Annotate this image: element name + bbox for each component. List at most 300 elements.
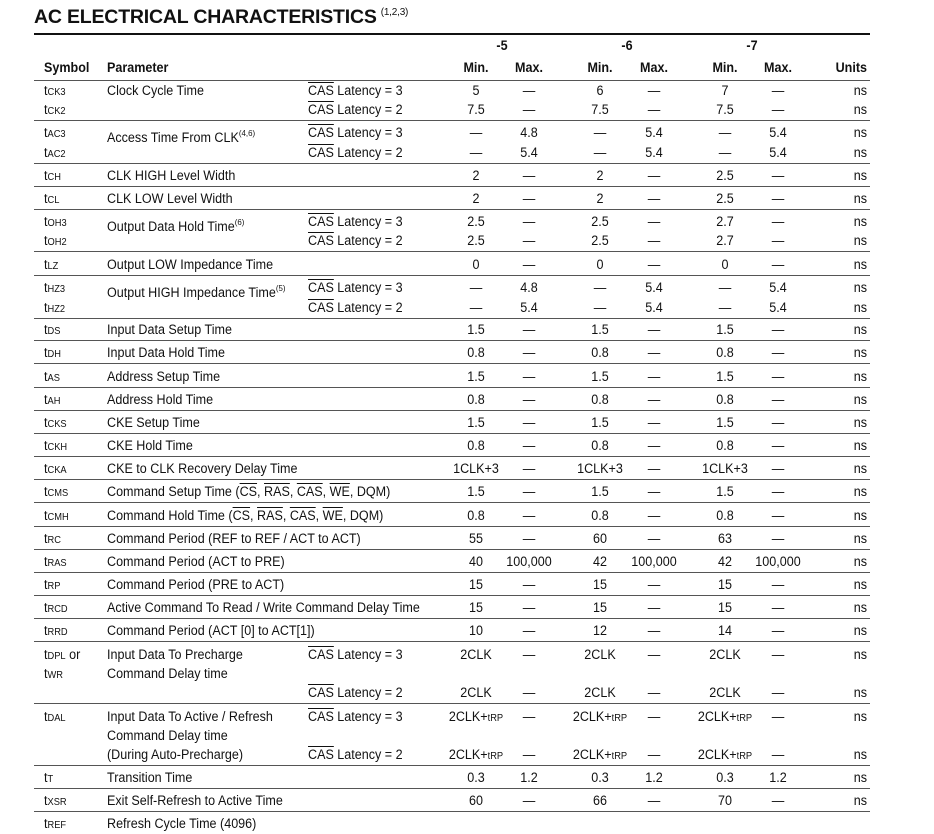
min-value-cell: 0: [472, 257, 480, 272]
max-value-cell: —: [522, 102, 536, 117]
min-value-cell: 2CLK+tRP: [697, 709, 753, 724]
units-cell: ns: [853, 102, 867, 117]
row-rule: [34, 572, 870, 573]
min-value-cell: 1.5: [591, 415, 609, 430]
min-value-cell: —: [469, 280, 483, 295]
max-value-cell: 5.4: [769, 145, 787, 160]
max-value-cell: —: [522, 322, 536, 337]
max-value-cell: —: [771, 345, 785, 360]
parameter-cell: [107, 728, 228, 744]
active-low-signal: $\overline{RAS}$: [264, 484, 290, 499]
max-value-cell: —: [522, 438, 536, 453]
max-value-cell: —: [647, 233, 661, 248]
max-value-cell: —: [522, 709, 536, 724]
min-value-cell: —: [718, 145, 732, 160]
row-rule: [34, 387, 870, 388]
parameter-text: Command Period (ACT [0] to ACT[1]): [107, 623, 315, 638]
min-value-cell: 2.7: [716, 214, 734, 229]
cas-signal: $\overline{CAS}$: [308, 145, 334, 160]
min-value-cell: 55: [469, 531, 483, 546]
symbol-subscript: CK3: [47, 87, 66, 98]
symbol-letter: t: [44, 125, 48, 140]
max-value-cell: —: [647, 214, 661, 229]
min-value-cell: 7.5: [591, 102, 609, 117]
max-value-cell: —: [522, 747, 536, 762]
cas-signal: $\overline{CAS}$: [308, 280, 334, 295]
max-value-cell: —: [771, 793, 785, 808]
min-value-cell: 6: [596, 83, 604, 98]
max-value-cell: —: [522, 369, 536, 384]
row-rule: [34, 502, 870, 503]
min-value-cell: 42: [593, 554, 607, 569]
symbol-letter: t: [44, 392, 48, 407]
units-cell: ns: [853, 257, 867, 272]
symbol-subscript: CH: [47, 172, 61, 183]
min-value-cell: 2: [596, 168, 604, 183]
parameter-text: Refresh Cycle Time (4096): [107, 816, 257, 831]
row-rule: [34, 788, 870, 789]
units-cell: ns: [853, 369, 867, 384]
min-value-cell: 1CLK+3: [453, 461, 499, 476]
min-value-cell: —: [469, 300, 483, 315]
parameter-text: Input Data To Precharge: [107, 647, 243, 662]
min-value-cell: 2CLK+tRP: [448, 747, 504, 762]
max-value-cell: —: [522, 484, 536, 499]
max-value-cell: —: [647, 793, 661, 808]
symbol-subscript: CKS: [47, 419, 67, 430]
cas-signal: $\overline{CAS}$: [308, 747, 334, 762]
symbol-subscript: RP: [47, 581, 61, 592]
speed-grade-header: -6: [621, 38, 633, 53]
max-value-cell: —: [771, 392, 785, 407]
units-column-header: Units: [835, 60, 867, 75]
units-cell: ns: [853, 83, 867, 98]
symbol-subscript: DS: [47, 326, 61, 337]
parameter-text: Clock Cycle Time: [107, 83, 204, 98]
cas-latency-text: Latency = 2: [333, 747, 403, 762]
symbol-cell: [44, 369, 60, 387]
parameter-text: Exit Self-Refresh to Active Time: [107, 793, 283, 808]
max-value-cell: —: [522, 392, 536, 407]
cas-latency-text: Latency = 2: [333, 145, 403, 160]
min-value-cell: 10: [469, 623, 483, 638]
max-value-cell: —: [771, 233, 785, 248]
max-value-cell: —: [647, 191, 661, 206]
symbol-letter: t: [44, 102, 48, 117]
cas-latency-text: Latency = 3: [333, 280, 403, 295]
cas-signal: $\overline{CAS}$: [308, 647, 334, 662]
min-value-cell: 2CLK+tRP: [572, 747, 628, 762]
min-value-cell: 1.5: [591, 484, 609, 499]
parameter-text: Command Delay time: [107, 666, 228, 681]
min-value-cell: 2CLK+tRP: [572, 709, 628, 724]
units-cell: ns: [853, 214, 867, 229]
units-cell: ns: [853, 392, 867, 407]
symbol-letter: t: [44, 531, 48, 546]
max-value-cell: —: [771, 191, 785, 206]
cas-latency-text: Latency = 3: [333, 709, 403, 724]
min-value-cell: 15: [593, 577, 607, 592]
units-cell: ns: [853, 168, 867, 183]
symbol-letter: t: [44, 600, 48, 615]
max-value-cell: —: [647, 345, 661, 360]
min-value-cell: 2CLK: [584, 647, 616, 662]
symbol-subscript: CMS: [47, 488, 69, 499]
max-value-cell: 5.4: [645, 300, 663, 315]
symbol-subscript: OH3: [47, 218, 67, 229]
active-low-signal: $\overline{CAS}$: [289, 508, 316, 523]
symbol-letter: t: [44, 508, 48, 523]
parameter-text: Command Period (PRE to ACT): [107, 577, 285, 592]
symbol-letter: t: [44, 415, 48, 430]
parameter-prefix: Command Setup Time (: [107, 484, 240, 499]
min-value-cell: 0.8: [591, 438, 609, 453]
symbol-letter: t: [44, 233, 48, 248]
max-value-cell: —: [647, 83, 661, 98]
units-cell: ns: [853, 647, 867, 662]
max-value-cell: 1.2: [520, 770, 538, 785]
min-value-cell: 2: [472, 168, 480, 183]
row-rule: [34, 120, 870, 121]
active-low-signal: $\overline{CS}$: [232, 508, 251, 523]
parameter-text: (During Auto-Precharge): [107, 747, 244, 762]
parameter-text: Command Delay time: [107, 728, 228, 743]
min-value-cell: 0.8: [591, 392, 609, 407]
symbol-letter: t: [44, 623, 48, 638]
min-value-cell: 1CLK+3: [702, 461, 748, 476]
min-column-header: Min.: [587, 60, 613, 75]
min-value-cell: —: [718, 300, 732, 315]
max-value-cell: 5.4: [520, 300, 538, 315]
max-value-cell: —: [771, 577, 785, 592]
min-value-cell: 2.5: [467, 233, 485, 248]
symbol-subscript: AC2: [47, 149, 66, 160]
min-value-cell: —: [593, 280, 607, 295]
symbol-letter: t: [44, 322, 48, 337]
units-cell: ns: [853, 747, 867, 762]
units-cell: ns: [853, 600, 867, 615]
max-value-cell: —: [647, 168, 661, 183]
row-rule: [34, 340, 870, 341]
parameter-prefix: Command Hold Time (: [107, 508, 233, 523]
units-cell: ns: [853, 145, 867, 160]
max-value-cell: —: [647, 747, 661, 762]
symbol-subscript: CL: [47, 195, 60, 206]
symbol-subscript: AH: [47, 396, 61, 407]
symbol-cell: [44, 816, 66, 834]
symbol-cell: [44, 345, 61, 363]
min-value-cell: 2.5: [591, 233, 609, 248]
symbol-letter: t: [44, 83, 48, 98]
row-rule: [34, 641, 870, 642]
row-rule: [34, 549, 870, 550]
row-rule: [34, 765, 870, 766]
min-value-cell: 0.8: [591, 508, 609, 523]
units-cell: ns: [853, 709, 867, 724]
cas-signal: $\overline{CAS}$: [308, 685, 334, 700]
max-value-cell: —: [522, 257, 536, 272]
symbol-letter: t: [44, 191, 48, 206]
max-value-cell: —: [647, 623, 661, 638]
symbol-subscript: WR: [47, 670, 64, 681]
min-value-cell: 1.5: [716, 322, 734, 337]
max-value-cell: —: [522, 415, 536, 430]
min-value-cell: 2CLK+tRP: [697, 747, 753, 762]
symbol-subscript: HZ3: [47, 284, 66, 295]
max-column-header: Max.: [764, 60, 792, 75]
footnote-ref: (5): [275, 283, 286, 293]
symbol-letter: t: [44, 280, 48, 295]
cas-latency-text: Latency = 2: [333, 300, 403, 315]
min-value-cell: —: [593, 300, 607, 315]
cas-latency-text: Latency = 3: [333, 125, 403, 140]
parameter-cell: [107, 666, 228, 682]
symbol-subscript: DH: [47, 349, 61, 360]
max-value-cell: —: [647, 461, 661, 476]
row-rule: [34, 318, 870, 319]
max-value-cell: —: [771, 623, 785, 638]
symbol-letter: t: [44, 666, 48, 681]
max-value-cell: —: [522, 191, 536, 206]
row-rule: [34, 595, 870, 596]
row-rule: [34, 363, 870, 364]
min-value-cell: 60: [593, 531, 607, 546]
max-value-cell: —: [522, 345, 536, 360]
min-column-header: Min.: [712, 60, 738, 75]
min-value-cell: 1.5: [467, 484, 485, 499]
symbol-subscript: RRD: [47, 627, 68, 638]
max-value-cell: —: [771, 747, 785, 762]
units-cell: ns: [853, 438, 867, 453]
max-value-cell: —: [771, 531, 785, 546]
max-value-cell: —: [522, 647, 536, 662]
max-value-cell: —: [647, 369, 661, 384]
max-value-cell: —: [522, 600, 536, 615]
min-value-cell: 2: [472, 191, 480, 206]
active-low-signal: $\overline{WE}$: [329, 484, 350, 499]
row-rule: [34, 811, 870, 812]
min-value-cell: 2CLK: [709, 647, 741, 662]
symbol-letter: t: [44, 647, 48, 662]
symbol-subscript: XSR: [47, 797, 67, 808]
units-cell: ns: [853, 125, 867, 140]
min-value-cell: 1CLK+3: [577, 461, 623, 476]
max-value-cell: —: [647, 257, 661, 272]
max-value-cell: —: [522, 577, 536, 592]
symbol-letter: t: [44, 554, 48, 569]
min-value-cell: 7.5: [467, 102, 485, 117]
row-rule: [34, 163, 870, 164]
cas-latency-text: Latency = 2: [333, 102, 403, 117]
max-value-cell: —: [647, 600, 661, 615]
min-value-cell: 63: [718, 531, 732, 546]
max-value-cell: —: [647, 438, 661, 453]
max-value-cell: —: [522, 685, 536, 700]
symbol-cell: [44, 257, 58, 275]
min-value-cell: 0.8: [716, 438, 734, 453]
max-value-cell: 1.2: [645, 770, 663, 785]
min-value-cell: 15: [593, 600, 607, 615]
min-value-cell: 70: [718, 793, 732, 808]
min-value-cell: —: [718, 125, 732, 140]
speed-grade-header: -5: [496, 38, 508, 53]
symbol-letter: t: [44, 577, 48, 592]
active-low-signal: $\overline{CAS}$: [296, 484, 323, 499]
parameter-column-header: Parameter: [107, 60, 169, 75]
min-value-cell: 0: [721, 257, 729, 272]
max-value-cell: 4.8: [520, 125, 538, 140]
max-value-cell: —: [647, 577, 661, 592]
max-value-cell: —: [647, 102, 661, 117]
min-value-cell: 1.5: [467, 322, 485, 337]
units-cell: ns: [853, 554, 867, 569]
min-value-cell: 0.8: [716, 392, 734, 407]
symbol-letter: t: [44, 816, 48, 831]
symbol-letter: t: [44, 709, 48, 724]
min-value-cell: 2CLK: [460, 685, 492, 700]
parameter-cell: [107, 816, 256, 832]
min-value-cell: —: [718, 280, 732, 295]
max-value-cell: —: [771, 102, 785, 117]
symbol-letter: t: [44, 214, 48, 229]
units-cell: ns: [853, 345, 867, 360]
symbol-letter: t: [44, 770, 48, 785]
max-value-cell: —: [647, 415, 661, 430]
symbol-letter: t: [44, 345, 48, 360]
min-value-cell: 0.8: [467, 392, 485, 407]
row-rule: [34, 209, 870, 210]
units-cell: ns: [853, 508, 867, 523]
max-value-cell: —: [522, 623, 536, 638]
min-value-cell: —: [469, 125, 483, 140]
max-value-cell: —: [771, 214, 785, 229]
active-low-signal: $\overline{WE}$: [322, 508, 343, 523]
max-column-header: Max.: [515, 60, 543, 75]
parameter-text: Output LOW Impedance Time: [107, 257, 274, 272]
max-column-header: Max.: [640, 60, 668, 75]
footnote-ref: (4,6): [238, 128, 256, 138]
parameter-text: CKE to CLK Recovery Delay Time: [107, 461, 298, 476]
parameter-text: Command Period (REF to REF / ACT to ACT): [107, 531, 361, 546]
max-value-cell: 100,000: [755, 554, 801, 569]
min-value-cell: 2.7: [716, 233, 734, 248]
min-value-cell: 0.3: [591, 770, 609, 785]
max-value-cell: —: [647, 709, 661, 724]
max-value-cell: —: [647, 685, 661, 700]
symbol-letter: t: [44, 461, 48, 476]
max-value-cell: 5.4: [769, 280, 787, 295]
max-value-cell: 5.4: [645, 145, 663, 160]
symbol-subscript: HZ2: [47, 304, 66, 315]
parameter-text: Output HIGH Impedance Time: [107, 285, 276, 300]
parameter-text: Output Data Hold Time: [107, 219, 235, 234]
max-value-cell: —: [771, 685, 785, 700]
min-value-cell: 1.5: [467, 369, 485, 384]
symbol-letter: t: [44, 300, 48, 315]
max-value-cell: 100,000: [631, 554, 677, 569]
row-rule: [34, 275, 870, 276]
min-value-cell: 7: [721, 83, 729, 98]
parameter-text: CKE Setup Time: [107, 415, 200, 430]
units-cell: ns: [853, 191, 867, 206]
max-value-cell: 5.4: [769, 300, 787, 315]
cas-signal: $\overline{CAS}$: [308, 102, 334, 117]
parameter-text: Input Data To Active / Refresh: [107, 709, 273, 724]
symbol-subscript: REF: [47, 820, 67, 831]
min-value-cell: 12: [593, 623, 607, 638]
min-value-cell: 2: [596, 191, 604, 206]
min-value-cell: 0.3: [467, 770, 485, 785]
title-rule: [34, 33, 870, 35]
max-value-cell: —: [771, 461, 785, 476]
symbol-cell: [44, 392, 60, 410]
parameter-text: Transition Time: [107, 770, 193, 785]
min-value-cell: 2.5: [467, 214, 485, 229]
row-rule: [34, 410, 870, 411]
symbol-letter: t: [44, 369, 48, 384]
min-value-cell: 15: [469, 600, 483, 615]
max-value-cell: —: [647, 484, 661, 499]
max-value-cell: —: [771, 484, 785, 499]
row-rule: [34, 186, 870, 187]
min-value-cell: 0.8: [467, 438, 485, 453]
min-value-cell: 1.5: [716, 369, 734, 384]
parameter-cell: Command Hold Time ($\overline{CS}$, $\overline{RAS}$, $\overline{CAS}$, $\overline{WE}$, DQM): [107, 508, 384, 523]
title-text: AC ELECTRICAL CHARACTERISTICS: [34, 6, 377, 28]
max-value-cell: —: [647, 531, 661, 546]
units-cell: ns: [853, 685, 867, 700]
symbol-subscript: CMH: [47, 512, 69, 523]
parameter-text: Access Time From CLK: [107, 130, 239, 145]
symbol-subscript: CKA: [47, 465, 67, 476]
symbol-cell: [44, 577, 60, 595]
min-value-cell: 15: [469, 577, 483, 592]
max-value-cell: —: [771, 168, 785, 183]
max-value-cell: —: [771, 369, 785, 384]
max-value-cell: —: [522, 508, 536, 523]
parameter-text: Active Command To Read / Write Command Delay Time: [107, 600, 420, 615]
cas-latency-text: Latency = 3: [333, 647, 403, 662]
max-value-cell: 5.4: [520, 145, 538, 160]
min-value-cell: 2CLK: [584, 685, 616, 700]
max-value-cell: —: [771, 415, 785, 430]
units-cell: ns: [853, 415, 867, 430]
symbol-subscript: AS: [47, 373, 60, 384]
units-cell: ns: [853, 770, 867, 785]
active-low-signal: $\overline{RAS}$: [257, 508, 283, 523]
min-value-cell: 1.5: [716, 484, 734, 499]
max-value-cell: —: [522, 461, 536, 476]
symbol-subscript: DAL: [47, 713, 66, 724]
speed-grade-header: -7: [746, 38, 758, 53]
symbol-extra: or: [65, 647, 81, 662]
min-value-cell: 40: [469, 554, 483, 569]
units-cell: ns: [853, 623, 867, 638]
row-rule: [34, 526, 870, 527]
symbol-subscript: OH2: [47, 237, 67, 248]
cas-latency-text: Latency = 3: [333, 214, 403, 229]
symbol-subscript: LZ: [47, 261, 59, 272]
parameter-text: CKE Hold Time: [107, 438, 193, 453]
parameter-text: Input Data Setup Time: [107, 322, 232, 337]
row-rule: [34, 618, 870, 619]
symbol-cell: [44, 168, 61, 186]
parameter-cell: Command Setup Time ($\overline{CS}$, $\overline{RAS}$, $\overline{CAS}$, $\overline{WE}$, DQM): [107, 484, 391, 499]
min-value-cell: 2.5: [591, 214, 609, 229]
min-value-cell: 1.5: [591, 369, 609, 384]
symbol-subscript: CKH: [47, 442, 68, 453]
max-value-cell: 100,000: [506, 554, 552, 569]
